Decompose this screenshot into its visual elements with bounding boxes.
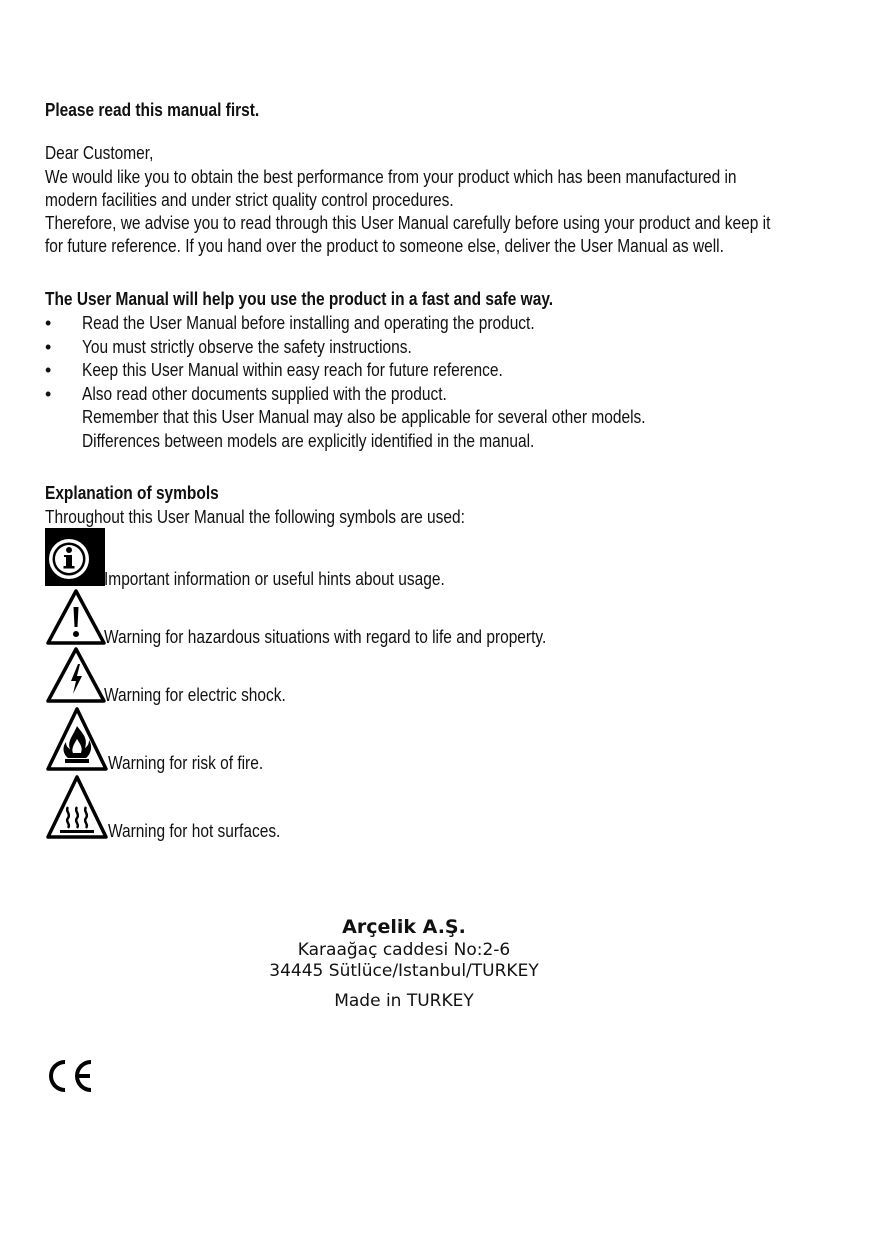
- electric-shock-icon: [45, 646, 107, 704]
- intro-line: for future reference. If you hand over the product to someone else, deliver the User Manual as well.: [45, 236, 724, 256]
- address-city: 34445 Sütlüce/Istanbul/TURKEY: [269, 961, 539, 981]
- intro-title: Please read this manual first.: [45, 100, 260, 120]
- help-heading: The User Manual will help you use the product in a fast and safe way.: [45, 289, 554, 309]
- bullet-icon: •: [45, 360, 52, 380]
- bullet-icon: •: [45, 384, 52, 404]
- address-street: Karaağaç caddesi No:2-6: [297, 940, 511, 960]
- hot-surface-icon: [45, 774, 109, 840]
- intro-line: Dear Customer,: [45, 143, 154, 163]
- intro-line: We would like you to obtain the best performance from your product which has been manufactured in: [45, 167, 737, 187]
- warning-exclamation-icon: [45, 588, 107, 646]
- intro-line: Therefore, we advise you to read through this User Manual carefully before using your product and keep it: [45, 213, 771, 233]
- made-in: Made in TURKEY: [334, 991, 474, 1011]
- symbols-intro: Throughout this User Manual the following symbols are used:: [45, 507, 465, 527]
- fire-icon: [45, 706, 109, 772]
- manual-page: Please read this manual first. Dear Customer, We would like you to obtain the best performance from your product which has been manufactured in modern facilities and under strict quality control procedures. Therefore, we advise you to read through this User Manual carefully before using your product and keep it for future reference. If you hand over the product to someone else, deliver the User Manual as well. The User Manual will help you use the product in a fast and safe way. • Read the User Manual before installing and operating the product. • You must strictly observe the safety instructions. • Keep this User Manual within easy reach for future reference. • Also read other documents supplied with the product. Remember that this User Manual may also be applicable for several other models. Differences between models are explicitly identified in the manual. Explanation of symbols Throughout this User Manual the following symbols are used: Important information or useful hints about usage. Warning for hazardous situations with regard to life and property. Warning for electric shock. Warning for risk of fire. Warning for hot surfaces. Arçelik A.Ş. Karaağaç caddesi No:2-6 34445 Sütlüce/Istanbul/TURKEY Made in TURKEY: [0, 0, 872, 1240]
- bullet-icon: •: [45, 337, 52, 357]
- bullet-icon: •: [45, 313, 52, 333]
- info-icon: [45, 528, 105, 586]
- symbols-heading: Explanation of symbols: [45, 483, 219, 503]
- company-name: Arçelik A.Ş.: [342, 916, 466, 938]
- ce-mark-icon: [44, 1058, 96, 1094]
- intro-line: modern facilities and under strict quality control procedures.: [45, 190, 454, 210]
